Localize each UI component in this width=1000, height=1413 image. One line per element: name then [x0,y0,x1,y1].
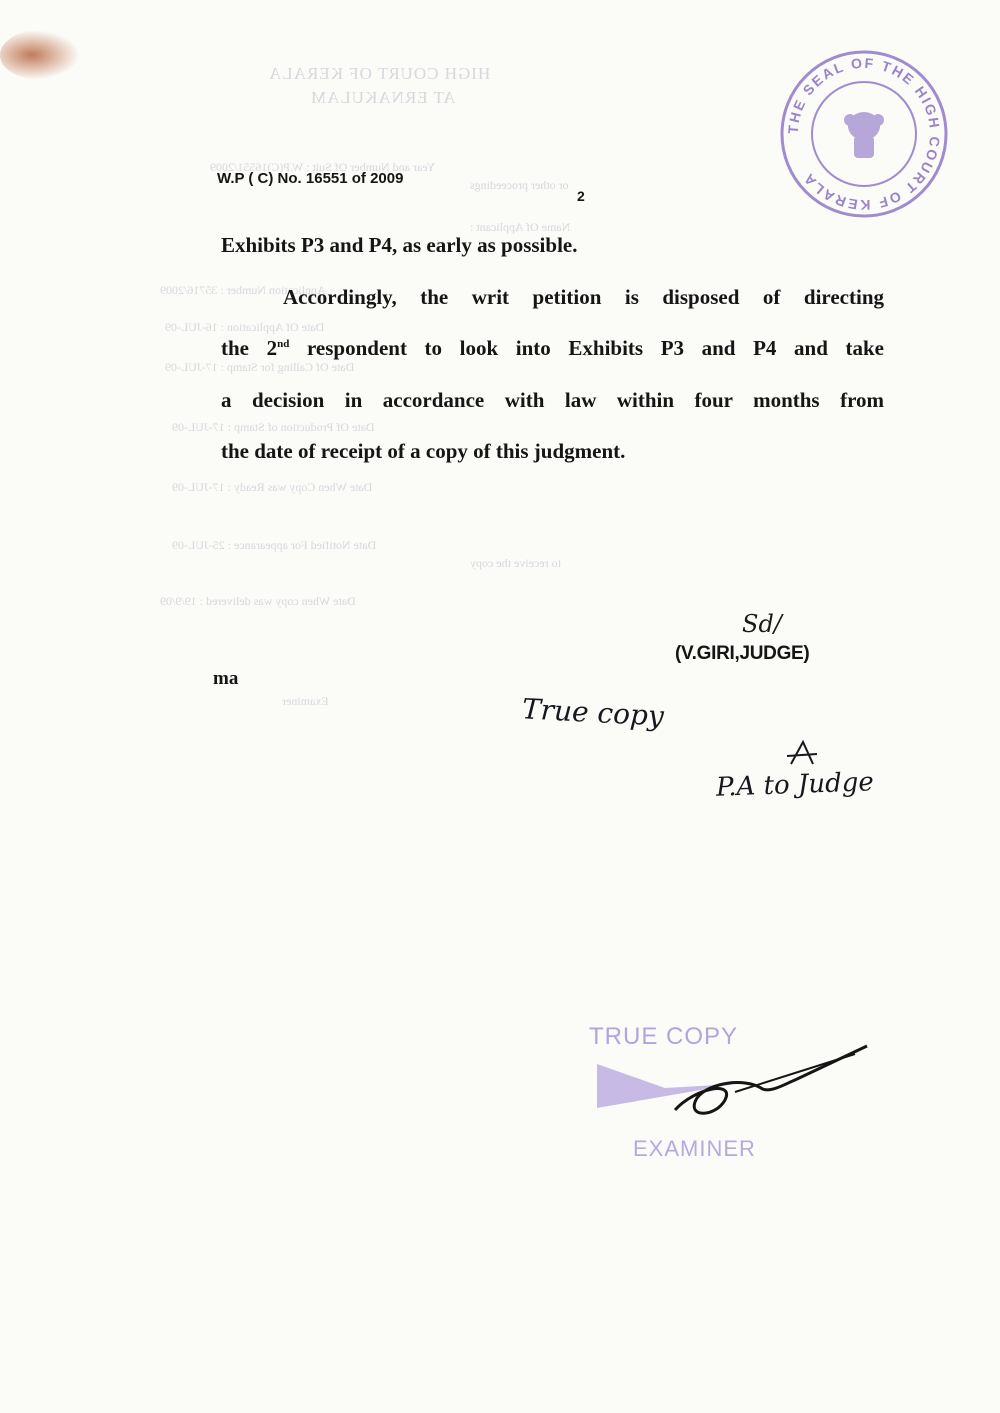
court-seal-icon [778,48,950,220]
show-through-row: Date When Copy was Ready : 17-JUL-09 [172,480,373,494]
body-text-line [221,335,884,361]
case-reference: W.P ( C) No. 16551 of 2009 [217,170,404,187]
show-through-row: Date When copy was delivered : 19/9/09 [160,594,356,608]
judge-name: (V.GIRI,JUDGE) [675,643,810,664]
ordinal-superscript: nd [277,338,290,350]
show-through-row: Date Of Production of Stamp : 17-JUL-09 [172,420,375,434]
show-through-row: Date Of Application : 16-JUL-09 [165,320,325,334]
signature-mark: Sd/ [742,610,782,638]
true-copy-stamp [585,1018,885,1168]
body-text-fragment: the 2 [221,336,278,360]
body-text-line: Accordingly, the writ petition is disposed of directing [283,285,884,309]
seal-text: THE SEAL OF THE HIGH COURT OF KERALA [784,54,944,214]
body-text-line: Exhibits P3 and P4, as early as possible. [221,233,578,257]
body-text-line: the date of receipt of a copy of this judgment. [221,439,626,463]
show-through-row: Application Number : 35716/2009 [160,283,326,297]
show-through-row: Year and Number Of Suit : W.P(C)16551/2009 [210,160,436,174]
show-through-row: Examiner [282,694,329,708]
show-through-row: Name Of Applicant : [470,220,571,234]
typist-initials: ma [213,668,239,689]
handwritten-true-copy: True copy [521,692,665,733]
show-through-court: HIGH COURT OF KERALA [268,64,491,83]
show-through-place: AT ERNAKULAM [310,88,456,107]
show-through-row: Date Of Calling for Stamp : 17-JUL-09 [165,360,355,374]
stamp-top-text: TRUE COPY [589,1023,739,1050]
handwritten-initial-icon [783,738,823,768]
stain-mark [0,30,80,80]
page-number: 2 [577,188,585,204]
show-through-row: or other proceedings [470,178,569,192]
body-text-line: a decision in accordance with law within four months from [221,388,884,412]
show-through-row: Date Notified For appearance : 25-JUL-09 [172,538,377,552]
stamp-bottom-text: EXAMINER [633,1136,756,1161]
show-through-row: to receive the copy [470,556,561,570]
handwritten-pa-to-judge: P.A to Judge [715,767,875,803]
body-text-fragment: respondent to look into Exhibits P3 and P4 and take [289,336,884,360]
